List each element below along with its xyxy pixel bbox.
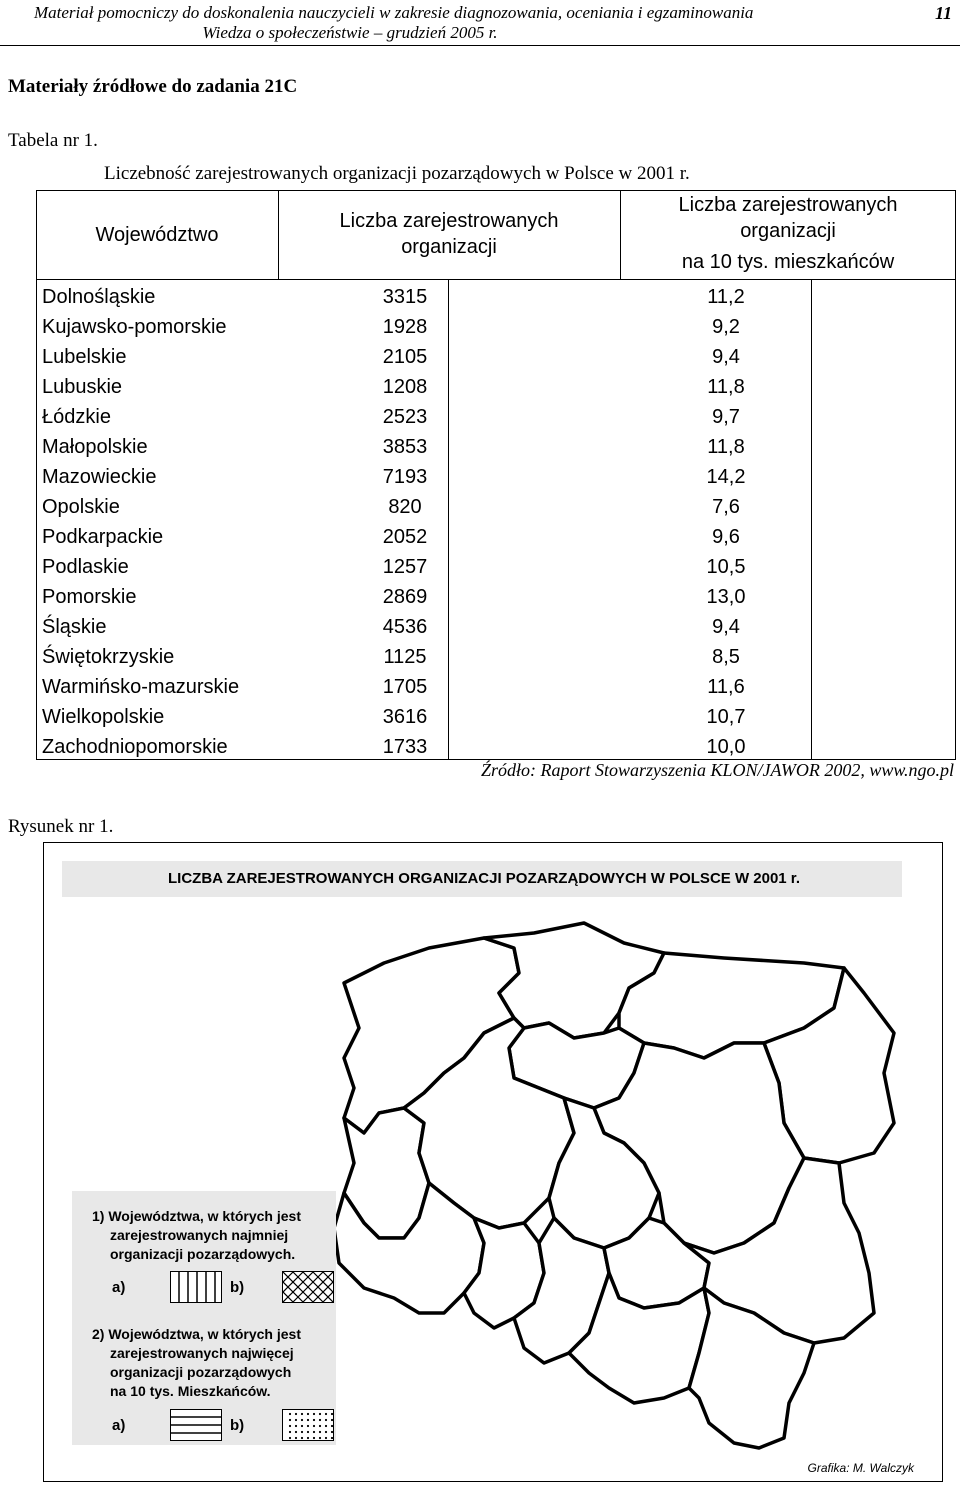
count-cell: 1928 [382, 316, 428, 338]
figure-credit: Grafika: M. Walczyk [807, 1461, 914, 1475]
region-cell: Opolskie [42, 496, 120, 518]
count-cell: 3616 [382, 706, 428, 728]
crosshatch-pattern-icon [283, 1272, 333, 1302]
swatch-vertical-lines [170, 1271, 222, 1303]
horizontal-lines-pattern-icon [171, 1410, 221, 1440]
vertical-lines-pattern-icon [171, 1272, 221, 1302]
per10k-cell: 11,8 [707, 376, 745, 398]
count-cell: 2052 [382, 526, 428, 548]
table-row [36, 672, 956, 702]
region-cell: Wielkopolskie [42, 706, 165, 728]
figure [43, 842, 943, 1482]
swatch-horizontal-lines [170, 1409, 222, 1441]
legend-group2-option-a: a) [112, 1417, 126, 1434]
per10k-cell: 14,2 [706, 466, 746, 488]
legend-group1-option-b: b) [230, 1279, 245, 1296]
table-caption-text: Liczebność zarejestrowanych organizacji pozarządowych w Polsce w 2001 r. [104, 163, 690, 184]
region-cell: Świętokrzyskie [42, 646, 175, 668]
header-count-line2: organizacji [401, 236, 497, 258]
header-per10k-line1: Liczba zarejestrowanych [678, 194, 898, 216]
table-row [36, 642, 956, 672]
region-cell: Łódzkie [42, 406, 111, 428]
per10k-cell: 9,2 [712, 316, 740, 338]
table-row [36, 372, 956, 402]
table-row [36, 702, 956, 732]
header-per10k-line2: organizacji [740, 220, 836, 242]
per10k-cell: 7,6 [712, 496, 740, 518]
region-cell: Lubelskie [42, 346, 127, 368]
legend-group1-line2: zarejestrowanych najmniej [110, 1227, 289, 1243]
per10k-cell: 9,7 [712, 406, 740, 428]
count-cell: 820 [388, 496, 422, 518]
table-row [36, 432, 956, 462]
table-caption [36, 163, 956, 185]
data-table [36, 190, 956, 760]
legend-group2-line1: 2) Województwa, w których jest [92, 1326, 302, 1342]
count-cell: 3315 [382, 286, 428, 308]
count-cell: 7193 [382, 466, 428, 488]
table-row [36, 342, 956, 372]
count-cell: 2105 [382, 346, 428, 368]
per10k-cell: 11,2 [707, 286, 745, 308]
region-cell: Pomorskie [42, 586, 137, 608]
count-cell: 2523 [382, 406, 428, 428]
header-count-line1: Liczba zarejestrowanych [339, 210, 559, 232]
count-cell: 1208 [382, 376, 428, 398]
figure-label: Rysunek nr 1. [8, 816, 114, 837]
count-cell: 1705 [382, 676, 428, 698]
region-cell: Dolnośląskie [42, 286, 156, 308]
region-cell: Śląskie [42, 616, 107, 638]
per10k-cell: 10,0 [706, 736, 746, 758]
legend-group1-line3: organizacji pozarządowych. [110, 1246, 296, 1262]
table-label: Tabela nr 1. [8, 130, 98, 151]
region-cell: Kujawsko-pomorskie [42, 316, 227, 338]
per10k-cell: 10,5 [706, 556, 746, 578]
table-header-divider [36, 279, 956, 280]
table-row [36, 732, 956, 762]
table-row [36, 282, 956, 312]
table-row [36, 312, 956, 342]
header-line-1: Materiał pomocniczy do doskonalenia nauczycieli w zakresie diagnozowania, oceniania i egzaminowania [34, 3, 754, 22]
region-cell: Mazowieckie [42, 466, 157, 488]
per10k-cell: 11,8 [707, 436, 745, 458]
region-cell: Zachodniopomorskie [42, 736, 228, 758]
per10k-cell: 10,7 [706, 706, 746, 728]
region-cell: Podlaskie [42, 556, 129, 578]
header-line-2: Wiedza o społeczeństwie – grudzień 2005 r. [202, 23, 498, 42]
per10k-cell: 9,4 [712, 616, 740, 638]
per10k-cell: 13,0 [706, 586, 746, 608]
region-cell: Warmińsko-mazurskie [42, 676, 240, 698]
table-row [36, 612, 956, 642]
per10k-cell: 11,6 [707, 676, 745, 698]
region-cell: Małopolskie [42, 436, 148, 458]
swatch-crosshatch [282, 1271, 334, 1303]
table-row [36, 462, 956, 492]
count-cell: 2869 [382, 586, 428, 608]
dots-pattern-icon [283, 1410, 333, 1440]
count-cell: 1733 [382, 736, 428, 758]
table-source: Źródło: Raport Stowarzyszenia KLON/JAWOR 2002, www.ngo.pl [480, 760, 954, 780]
table-row [36, 552, 956, 582]
table-row [36, 582, 956, 612]
per10k-cell: 9,4 [712, 346, 740, 368]
region-cell: Podkarpackie [42, 526, 164, 548]
swatch-dots [282, 1409, 334, 1441]
header-region: Województwo [95, 224, 219, 246]
table-row [36, 492, 956, 522]
table-row [36, 402, 956, 432]
count-cell: 1257 [382, 556, 428, 578]
map-legend [72, 1191, 336, 1445]
legend-group1-line1: 1) Województwa, w których jest [92, 1208, 302, 1224]
legend-group2-option-b: b) [230, 1417, 245, 1434]
header-per10k-line3: na 10 tys. mieszkańców [681, 251, 895, 273]
legend-group2-line4: na 10 tys. Mieszkańców. [110, 1383, 271, 1399]
region-cell: Lubuskie [42, 376, 123, 398]
per10k-cell: 9,6 [712, 526, 740, 548]
page-number: 11 [934, 3, 952, 23]
per10k-cell: 8,5 [712, 646, 740, 668]
section-title: Materiały źródłowe do zadania 21C [8, 76, 298, 97]
count-cell: 1125 [383, 646, 427, 668]
legend-group1-option-a: a) [112, 1279, 126, 1296]
table-border-top [36, 190, 956, 191]
legend-group2-line3: organizacji pozarządowych [110, 1364, 292, 1380]
figure-title: LICZBA ZAREJESTROWANYCH ORGANIZACJI POZARZĄDOWYCH W POLSCE W 2001 r. [62, 861, 902, 897]
count-cell: 4536 [382, 616, 428, 638]
table-row [36, 522, 956, 552]
legend-group2-line2: zarejestrowanych najwięcej [110, 1345, 294, 1361]
count-cell: 3853 [382, 436, 428, 458]
page-header [0, 0, 960, 46]
